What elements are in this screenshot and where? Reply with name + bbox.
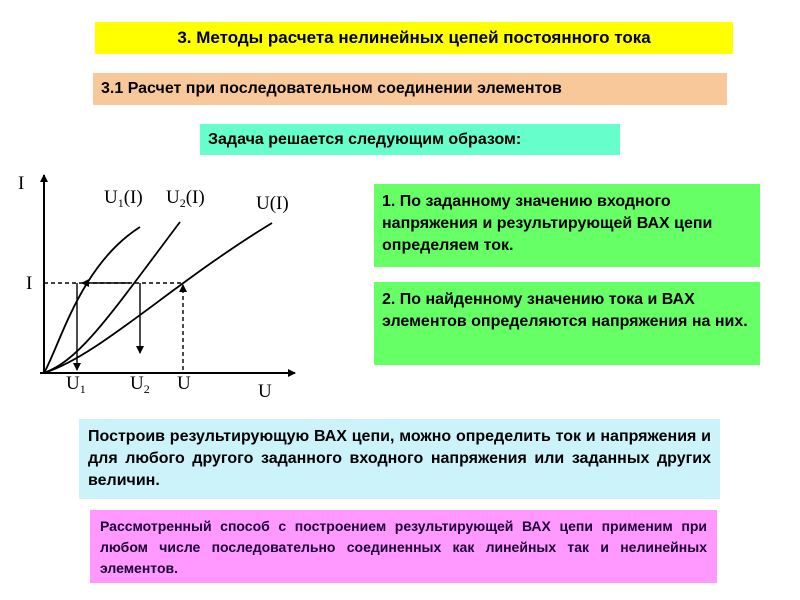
remark-box: Рассмотренный способ с построением результирующей ВАХ цепи применим при любом числе последовательно соединенных как линейных так и нелинейных элементов. bbox=[90, 510, 717, 583]
curve-u-label: U(I) bbox=[256, 193, 289, 214]
current-mark-label: I bbox=[26, 273, 33, 294]
task-heading: Задача решается следующим образом: bbox=[200, 124, 620, 155]
u2-tick-label: $U_2$ bbox=[130, 373, 150, 396]
curve-u1 bbox=[44, 227, 140, 373]
u-tick-label: U bbox=[177, 373, 191, 394]
step-1-box: 1. По заданному значению входного напряжения и результирующей ВАХ цепи определяем ток. bbox=[374, 184, 760, 267]
curve-u2-label: $U_2(I)$ bbox=[166, 187, 205, 210]
step-2-box: 2. По найденному значению тока и ВАХ элементов определяются напряжения на них. bbox=[374, 282, 760, 365]
y-axis-label: I bbox=[18, 173, 25, 194]
conclusion-box: Построив результирующую ВАХ цепи, можно определить ток и напряжения и для любого другого заданного входного напряжения или заданных других величин. bbox=[79, 419, 720, 499]
curve-u1-label: $U_1(I)$ bbox=[104, 187, 143, 210]
curve-u2 bbox=[44, 222, 180, 373]
u1-tick-label: $U_1$ bbox=[66, 373, 86, 396]
slide-title: 3. Методы расчета нелинейных цепей постоянного тока bbox=[95, 22, 733, 54]
section-subtitle: 3.1 Расчет при последовательном соединении элементов bbox=[93, 73, 727, 105]
x-axis-label: U bbox=[258, 381, 272, 402]
iv-characteristics-graph bbox=[10, 165, 310, 405]
